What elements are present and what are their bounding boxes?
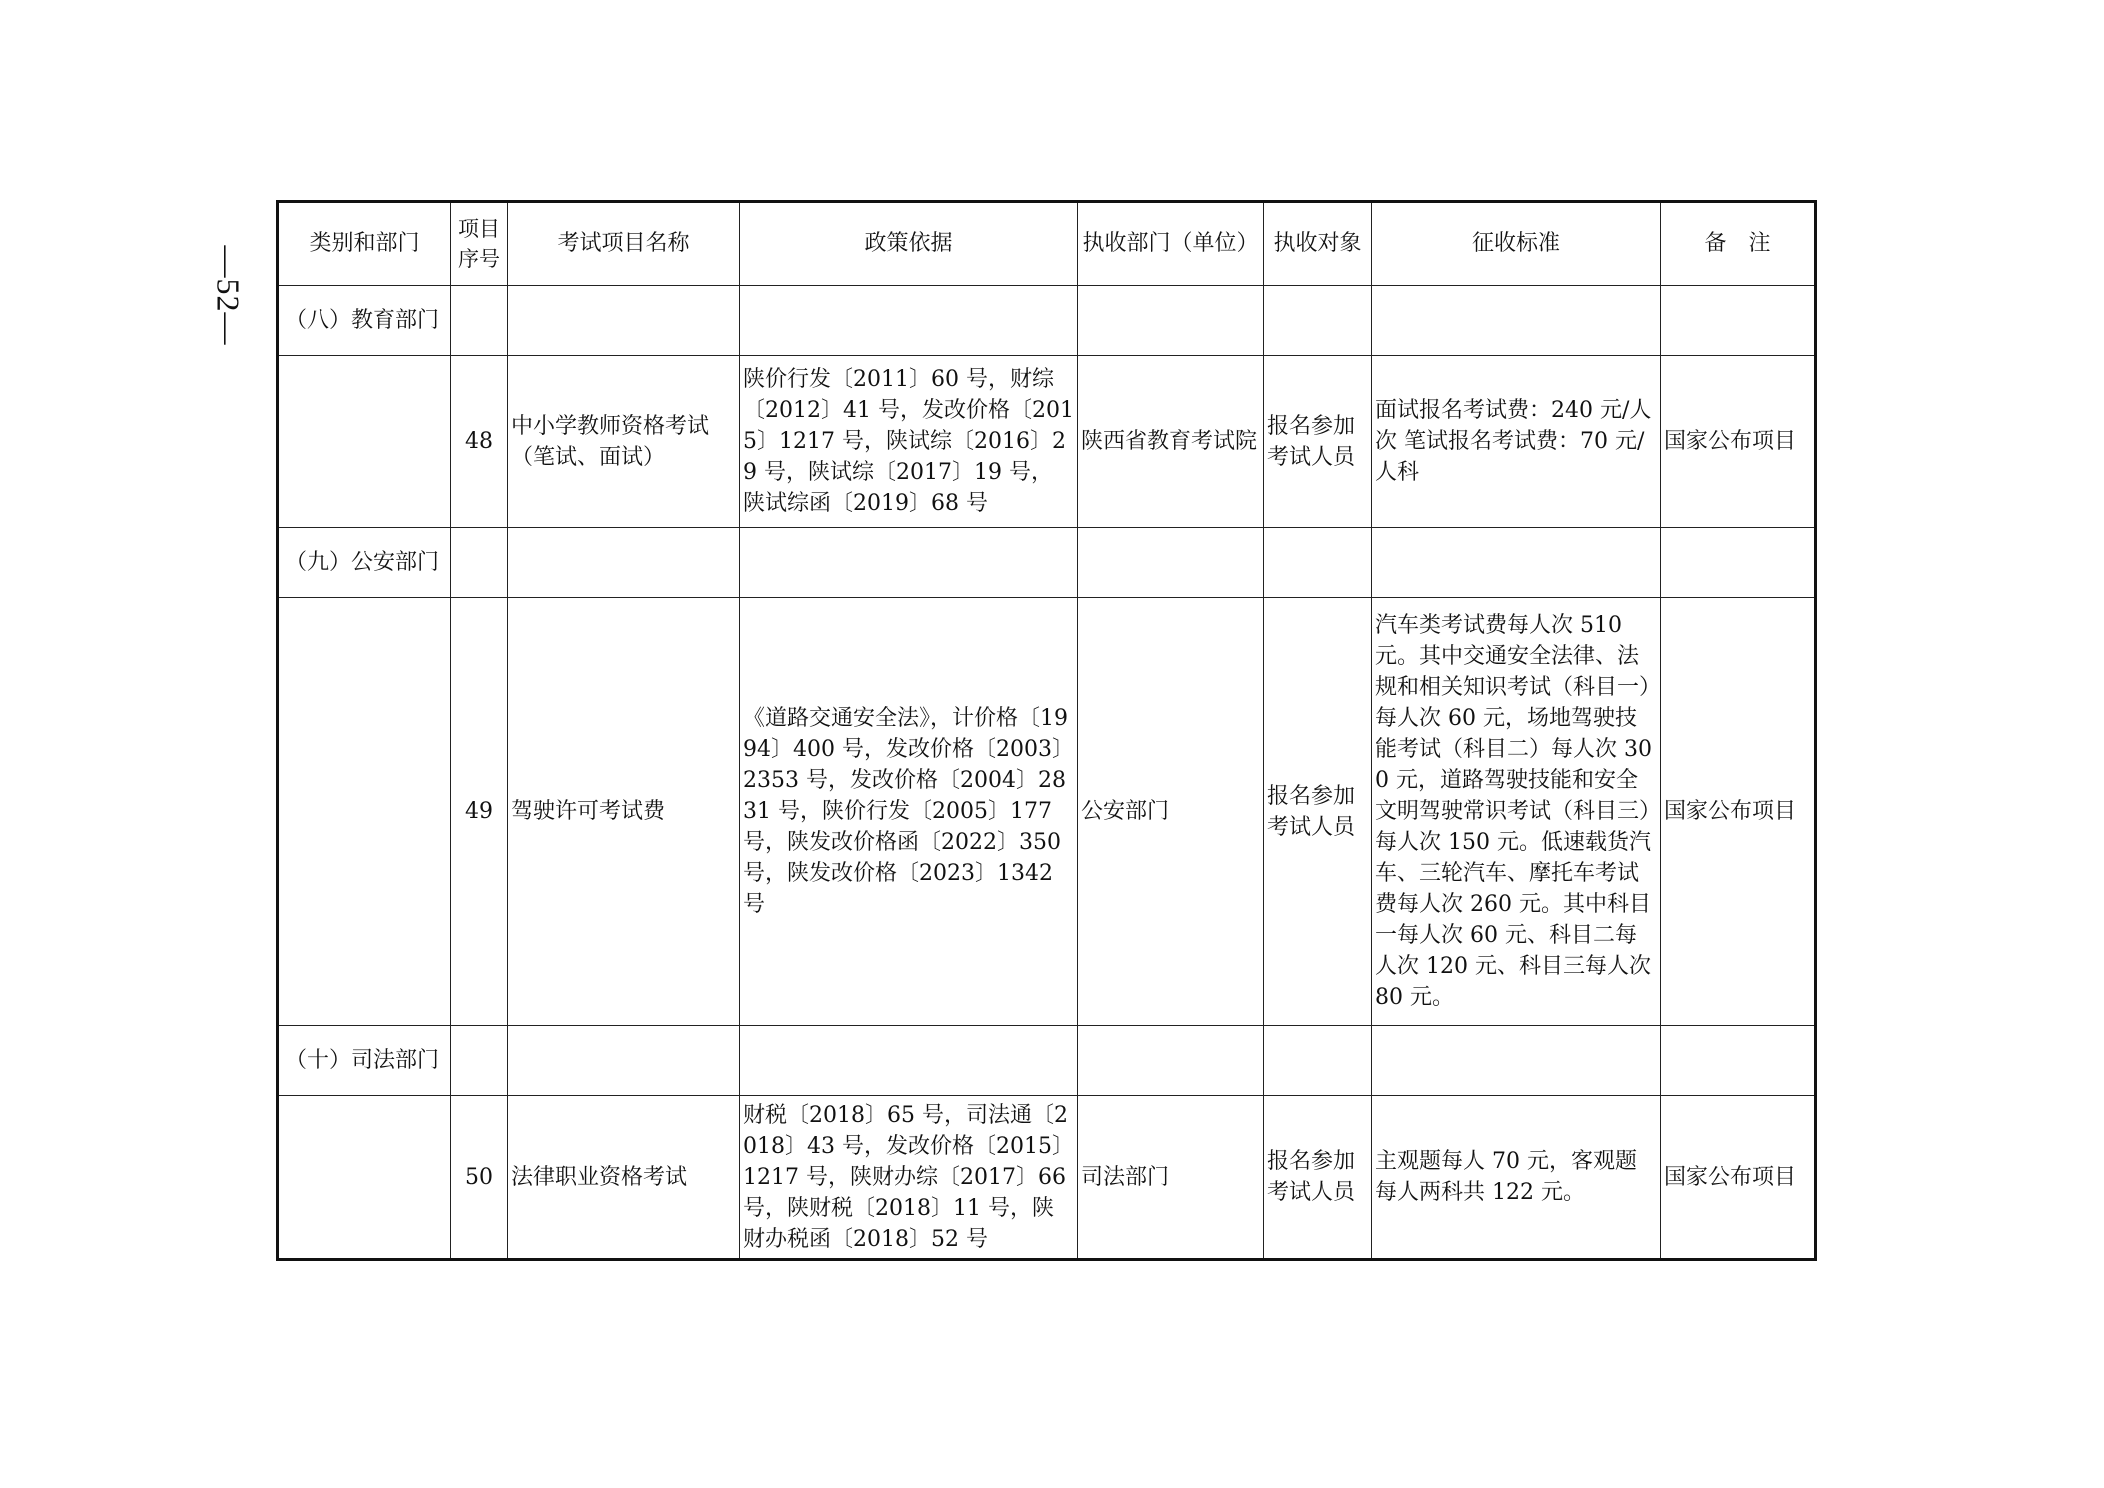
table-row (278, 356, 1816, 528)
category-label: （十）司法部门 (278, 1026, 451, 1096)
category-label: （八）教育部门 (278, 286, 451, 356)
category-row (278, 1026, 1816, 1096)
category-label: （九）公安部门 (278, 528, 451, 598)
header-standard: 征收标准 (1372, 202, 1661, 286)
table-row (278, 1096, 1816, 1260)
table-header-row (278, 202, 1816, 286)
item-name: 法律职业资格考试 (508, 1096, 740, 1260)
item-seq: 48 (451, 356, 508, 528)
header-remark: 备 注 (1661, 202, 1816, 286)
item-seq: 50 (451, 1096, 508, 1260)
header-dept: 执收部门（单位） (1078, 202, 1264, 286)
item-policy: 陕价行发〔2011〕60 号，财综〔2012〕41 号，发改价格〔2015〕1217 号，陕试综〔2016〕29 号，陕试综〔2017〕19 号，陕试综函〔2019〕68 号 (740, 356, 1078, 528)
category-row (278, 286, 1816, 356)
item-name: 驾驶许可考试费 (508, 598, 740, 1026)
item-target: 报名参加考试人员 (1264, 598, 1372, 1026)
item-remark: 国家公布项目 (1661, 1096, 1816, 1260)
item-policy: 《道路交通安全法》，计价格〔1994〕400 号，发改价格〔2003〕2353 号，发改价格〔2004〕2831 号，陕价行发〔2005〕177 号，陕发改价格函〔2022〕350 号，陕发改价格〔2023〕1342 号 (740, 598, 1078, 1026)
item-remark: 国家公布项目 (1661, 598, 1816, 1026)
header-policy: 政策依据 (740, 202, 1078, 286)
table-row (278, 598, 1816, 1026)
item-dept: 陕西省教育考试院 (1078, 356, 1264, 528)
item-remark: 国家公布项目 (1661, 356, 1816, 528)
item-name: 中小学教师资格考试（笔试、面试） (508, 356, 740, 528)
exam-fee-table (276, 200, 1817, 1261)
header-seq: 项目序号 (451, 202, 508, 286)
item-target: 报名参加考试人员 (1264, 356, 1372, 528)
item-standard: 面试报名考试费：240 元/人次 笔试报名考试费：70 元/人科 (1372, 356, 1661, 528)
header-name: 考试项目名称 (508, 202, 740, 286)
item-dept: 公安部门 (1078, 598, 1264, 1026)
header-target: 执收对象 (1264, 202, 1372, 286)
item-dept: 司法部门 (1078, 1096, 1264, 1260)
item-seq: 49 (451, 598, 508, 1026)
category-row (278, 528, 1816, 598)
item-standard: 汽车类考试费每人次 510 元。其中交通安全法律、法规和相关知识考试（科目一）每人次 60 元，场地驾驶技能考试（科目二）每人次 300 元，道路驾驶技能和安全文明驾驶常识考试（科目三）每人次 150 元。低速载货汽车、三轮汽车、摩托车考试费每人次 260 元。其中科目一每人次 60 元、科目二每人次 120 元、科目三每人次 80 元。 (1372, 598, 1661, 1026)
item-standard: 主观题每人 70 元，客观题每人两科共 122 元。 (1372, 1096, 1661, 1260)
item-policy: 财税〔2018〕65 号，司法通〔2018〕43 号，发改价格〔2015〕1217 号，陕财办综〔2017〕66 号，陕财税〔2018〕11 号，陕财办税函〔2018〕52 号 (740, 1096, 1078, 1260)
item-target: 报名参加考试人员 (1264, 1096, 1372, 1260)
page-number-text: —52— (210, 245, 247, 345)
page-number (206, 240, 250, 350)
header-category: 类别和部门 (278, 202, 451, 286)
